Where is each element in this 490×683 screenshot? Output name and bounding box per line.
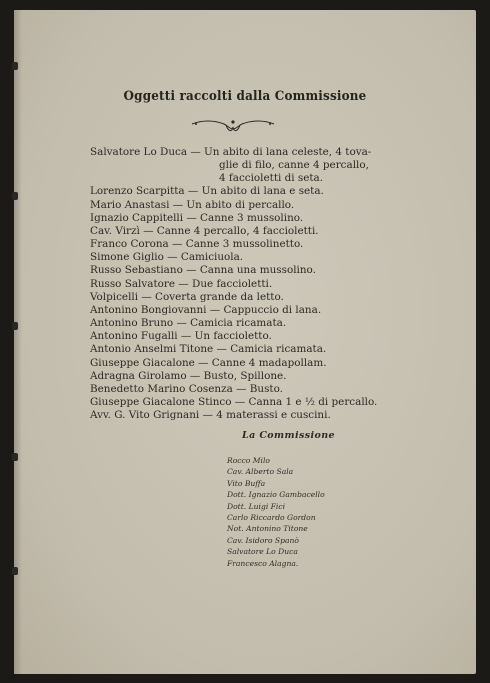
commission-heading: La Commissione bbox=[242, 430, 335, 441]
list-item: Russo Salvatore — Due faccioletti. bbox=[90, 277, 273, 290]
signer-name: Rocco Milo bbox=[227, 456, 270, 465]
signer-name: Not. Antonino Titone bbox=[227, 524, 308, 534]
list-item: Franco Corona — Canne 3 mussolinetto. bbox=[90, 238, 304, 251]
list-item: Simone Giglio — Camiciuola. bbox=[90, 251, 244, 264]
list-item: Ignazio Cappitelli — Canne 3 mussolino. bbox=[90, 211, 304, 224]
binding-stitch bbox=[12, 322, 18, 330]
signer-name: Cav. Isidoro Spanò bbox=[227, 535, 299, 545]
list-item: Salvatore Lo Duca — Un abito di lana celeste, 4 tova- bbox=[90, 146, 372, 158]
list-item: Benedetto Marino Cosenza — Busto. bbox=[90, 382, 283, 395]
ornament-flourish bbox=[190, 117, 276, 135]
signer-name: Salvatore Lo Duca bbox=[227, 547, 298, 557]
signer-name: Dott. Ignazio Gambacello bbox=[227, 490, 325, 500]
signers-list bbox=[227, 455, 325, 569]
binding-stitch bbox=[12, 567, 18, 575]
list-item: Russo Sebastiano — Canna una mussolino. bbox=[90, 264, 316, 277]
signer-name: Vito Buffa bbox=[227, 478, 266, 488]
list-item: Volpicelli — Coverta grande da letto. bbox=[90, 290, 284, 303]
list-item: Antonino Bongiovanni — Cappuccio di lana. bbox=[90, 303, 322, 316]
list-item: Antonino Fugalli — Un faccioletto. bbox=[90, 330, 272, 343]
list-item: Antonio Anselmi Titone — Camicia ricamata. bbox=[90, 343, 327, 356]
list-item: Mario Anastasi — Un abito di percallo. bbox=[90, 198, 295, 211]
signer-name: Carlo Riccardo Gordon bbox=[227, 513, 316, 523]
items-list bbox=[90, 146, 390, 422]
list-item: 4 faccioletti di seta. bbox=[219, 172, 324, 185]
binding-stitch bbox=[12, 62, 18, 70]
list-item: Giuseppe Giacalone — Canne 4 madapollam. bbox=[90, 356, 327, 369]
list-item: glie di filo, canne 4 percallo, bbox=[219, 159, 369, 172]
list-item: Giuseppe Giacalone Stinco — Canna 1 e ½ di percallo. bbox=[90, 395, 378, 408]
signer-name: Francesco Alagna. bbox=[227, 558, 299, 568]
list-item: Avv. G. Vito Grignani — 4 materassi e cuscini. bbox=[90, 409, 331, 422]
signer-name: Cav. Alberto Sala bbox=[227, 467, 294, 477]
binding-stitch bbox=[12, 453, 18, 461]
list-item: Adragna Girolamo — Busto, Spillone. bbox=[90, 369, 287, 382]
binding-stitch bbox=[12, 192, 18, 200]
list-item: Antonino Bruno — Camicia ricamata. bbox=[90, 317, 287, 330]
list-item: Cav. Virzì — Canne 4 percallo, 4 faccioletti. bbox=[90, 224, 319, 237]
page-title: Oggetti raccolti dalla Commissione bbox=[123, 89, 367, 104]
signer-name: Dott. Luigi Fici bbox=[227, 501, 286, 511]
list-item: Lorenzo Scarpitta — Un abito di lana e seta. bbox=[90, 185, 324, 198]
